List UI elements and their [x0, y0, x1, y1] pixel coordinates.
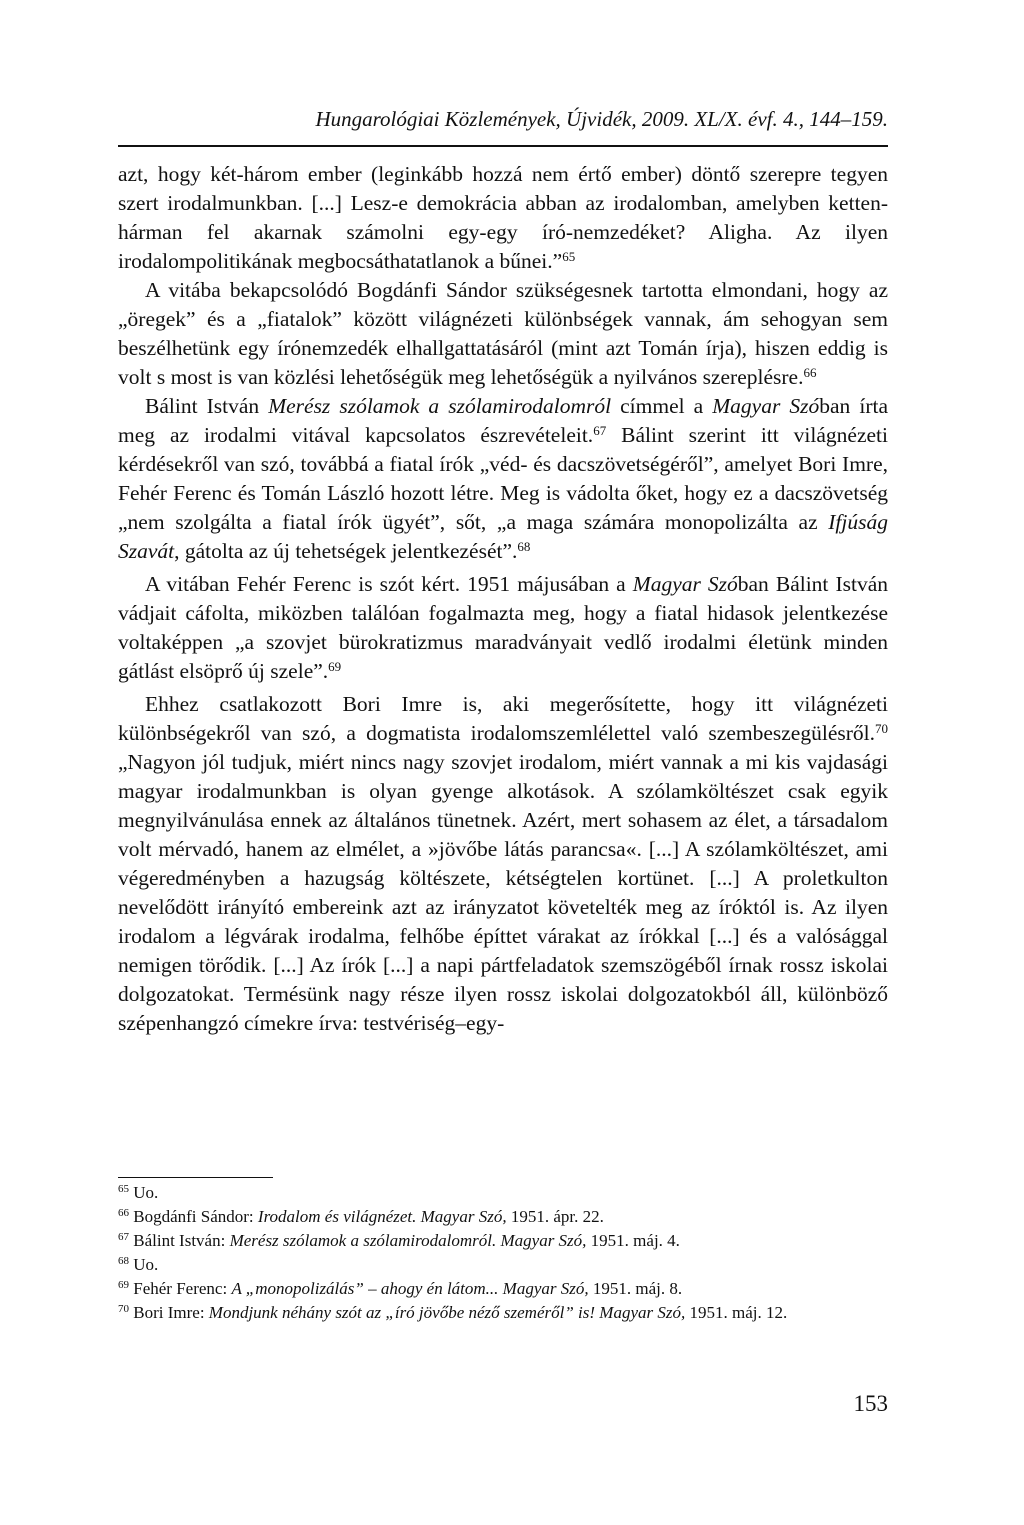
- footnote-ref-67: 67: [593, 423, 607, 438]
- paragraph-5: Ehhez csatlakozott Bori Imre is, aki megerősítette, hogy itt világnézeti különbségekről van szó, a dogmatista irodalomszemlélettel való szembeszegülésről.$^{70}$ „Nagyon jól tudjuk, miért nincs nagy szovjet irodalom, miért vannak a mi kis vajdasági magyar irodalmunkban is olyan gyenge alkotások. A szólamköltészet csak egyik megnyilvánulása ennek az általános tünetnek. Azért, mert sohasem az élet, a társadalom volt mérvadó, hanem az elmélet, a »jövőbe látás parancsa«. [...] A szólamköltészet, ami végeredményben a hazugság költészete, kétségtelen kortünet. [...] A proletkulton nevelődött irányító embereink azt az irányzatot követelték meg az íróktól is. Az ilyen irodalom a légvárak irodalma, felhőbe építtet várakat az írókkal [...] és a valósággal nemigen törődik. [...] Az írók [...] a napi pártfeladatok szemszögéből írnak rossz iskolai dolgozatokat. Termésünk nagy része ilyen rossz iskolai dolgozatokból áll, különböző szépenhangzó címekre írva: testvériség–egy-: [118, 692, 888, 1035]
- footnote-65: $^{65}$ Uo.: [118, 1183, 159, 1202]
- page-number: 153: [853, 1391, 888, 1416]
- paragraph-3: Bálint István Merész szólamok a szólamirodalomról címmel a Magyar Szóban írta meg az irodalmi vitával kapcsolatos észrevételeit.$^{67}$ Bálint szerint itt világnézeti kérdésekről van szó, továbbá a fiatal írók „véd- és dacszövetségéről”, amelyet Bori Imre, Fehér Ferenc és Tomán László hozott létre. Meg is vádolta őket, hogy ez a dacszövetség „nem szolgálta a fiatal írók ügyét”, sőt, „a maga számára monopolizálta az Ifjúság Szavát, gátolta az új tehetségek jelentkezését”.$^{68}$: [118, 394, 888, 563]
- footnote-ref-65: 65: [562, 249, 576, 264]
- footnote-ref-66: 66: [803, 365, 817, 380]
- footnote-66: $^{66}$ Bogdánfi Sándor: Irodalom és világnézet. Magyar Szó, 1951. ápr. 22.: [118, 1207, 604, 1226]
- footnote-ref-70: 70: [875, 721, 888, 736]
- footnote-69: $^{69}$ Fehér Ferenc: A „monopolizálás” – ahogy én látom... Magyar Szó, 1951. máj. 8.: [118, 1279, 683, 1298]
- paragraph-1: azt, hogy két-három ember (leginkább hozzá nem értő ember) döntő szerepre tegyen szert irodalmunkban. [...] Lesz-e demokrácia abban az irodalomban, amelyben ketten-hárman fel akarnak számolni egy-egy író-nemzedéket? Aligha. Az ilyen irodalompolitikának megbocsáthatatlanok a bűnei.”$^{65}$: [118, 162, 888, 273]
- header-rule: [118, 145, 888, 147]
- footnote-ref-69: 69: [328, 659, 342, 674]
- footnote-68: $^{68}$ Uo.: [118, 1255, 159, 1274]
- running-header: Hungarológiai Közlemények, Újvidék, 2009. XL/X. évf. 4., 144–159.: [315, 107, 888, 131]
- footnote-70: $^{70}$ Bori Imre: Mondjunk néhány szót az „író jövőbe néző szeméről” is! Magyar Szó, 1951. máj. 12.: [118, 1303, 788, 1322]
- cited-title: Merész szólamok a szólamirodalomról: [268, 394, 612, 418]
- journal-name: Ifjúság Szavát: [118, 510, 888, 563]
- footnote-ref-68: 68: [517, 539, 531, 554]
- footnote-67: $^{67}$ Bálint István: Merész szólamok a szólamirodalomról. Magyar Szó, 1951. máj. 4.: [118, 1231, 680, 1250]
- paragraph-2: A vitába bekapcsolódó Bogdánfi Sándor szükségesnek tartotta elmondani, hogy az „öregek” és a „fiatalok” között világnézeti különbségek vannak, ám sehogyan sem beszélhetünk egy írónemzedék elhallgattatásáról (mint azt Tomán írja), hiszen eddig is volt s most is van közlési lehetőségük meg lehetőségük a nyilvános szereplésre.$^{66}$: [118, 278, 888, 389]
- newspaper-name: Magyar Szó: [712, 394, 820, 418]
- footnotes: [118, 1181, 888, 1325]
- newspaper-name: Magyar Szó: [632, 572, 738, 596]
- body-text: [118, 160, 888, 1038]
- footnote-rule: [118, 1177, 273, 1178]
- paragraph-4: A vitában Fehér Ferenc is szót kért. 1951 májusában a Magyar Szóban Bálint István vádjait cáfolta, miközben találóan fogalmazta meg, hogy a fiatal hidasok jelentkezése voltaképpen „a szovjet bürokratizmus maradványait vedlő irodalmi életünk minden gátlást elsöprő új szele”.$^{69}$: [118, 572, 888, 683]
